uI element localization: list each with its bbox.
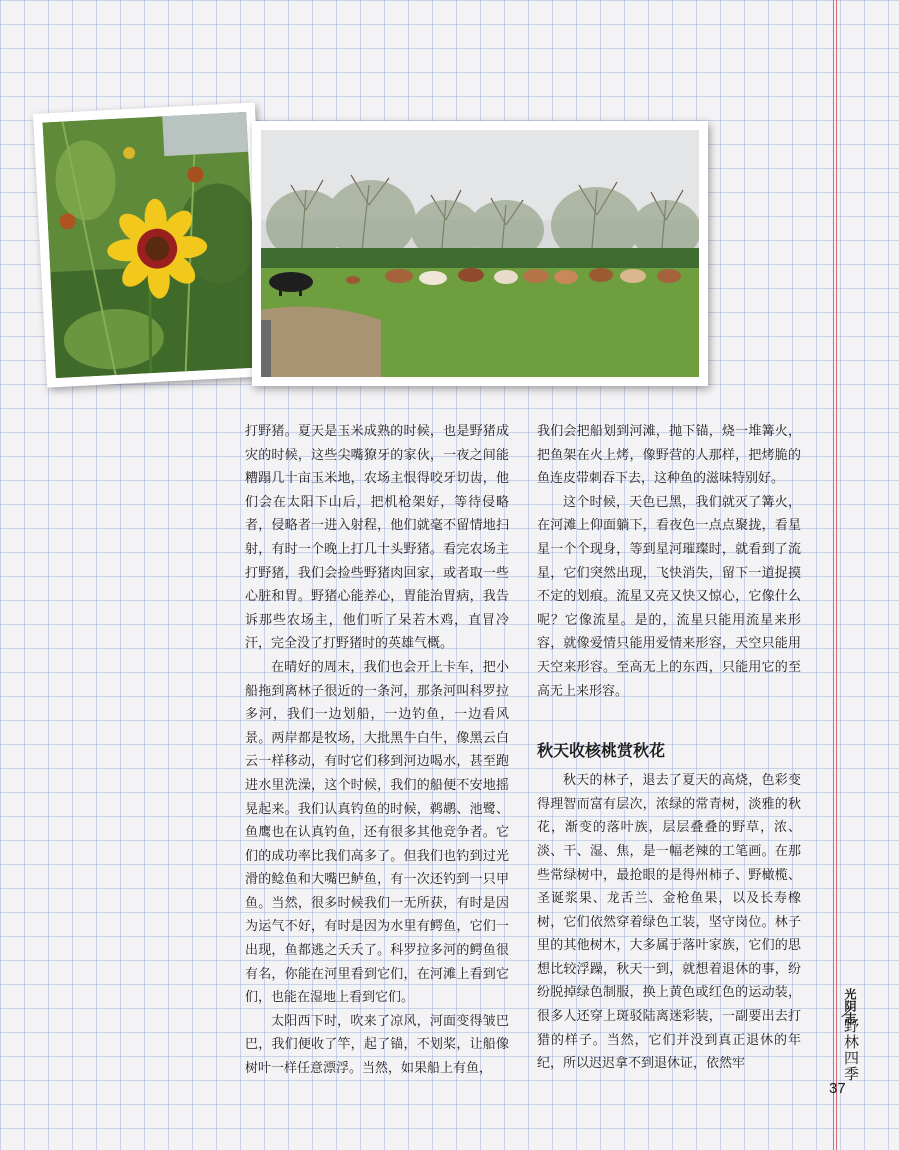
running-title: 野林四季: [842, 1018, 860, 1082]
paragraph: 我们会把船划到河滩，抛下锚，烧一堆篝火，把鱼架在火上烤，像野营的人那样，把烤脆的鱼连皮带刺吞下去，这种鱼的滋味特别好。: [537, 424, 801, 487]
cattle-pasture-photo: [252, 121, 708, 386]
paragraph: 打野猪。夏天是玉米成熟的时候，也是野猪成灾的时候，这些尖嘴獠牙的家伙，一夜之间能糟蹋几十亩玉米地，农场主恨得咬牙切齿，他们会在太阳下山后，把机枪架好，等待侵略者，侵略者一进入射程，他们就毫不留情地扫射，有时一个晚上打几十头野猪。看完农场主打野猪，我们会捡些野猪肉回家，或者取一些心脏和胃。野猪心能养心，胃能治胃病，我告诉那些农场主，他们听了呆若木鸡，直冒冷汗，完全没了打野猪时的英雄气概。: [245, 424, 509, 652]
article-column-left: [245, 420, 509, 1081]
paragraph: 这个时候，天色已黑，我们就灭了篝火，在河滩上仰面躺下，看夜色一点点聚拢，看星星一个个现身，等到星河璀璨时，就看到了流星，它们突然出现，飞快消失，留下一道捉摸不定的划痕。流星又亮又快又惊心，它像什么呢？它像流星。是的，流星只能用流星来形容，就像爱情只能用爱情来形容，天空只能用天空来形容。至高无上的东西，只能用它的至高无上来形容。: [537, 494, 801, 699]
section-heading: 秋天收核桃赏秋花: [537, 741, 666, 761]
page-number: 37: [829, 1080, 846, 1097]
margin-line: [836, 0, 837, 1150]
paragraph: 在晴好的周末，我们也会开上卡车，把小船拖到离林子很近的一条河，那条河叫科罗拉多河，我们一边划船，一边钓鱼，一边看风景。两岸都是牧场，大批黑牛白牛，像黑云白云一样移动，有时它们移到河边喝水，甚至跑进水里洗澡，这个时候，我们的船便不安地摇晃起来。我们认真钓鱼的时候，鹈鹕、池鹭、鱼鹰也在认真钓鱼，还有很多其他竞争者。它们的成功率比我们高多了。但我们也钓到过光滑的鲶鱼和大嘴巴鲈鱼，有一次还钓到一只甲鱼。当然，很多时候我们一无所获，有时是因为运气不好，有时是因为水里有鳄鱼，它们一出现，鱼都逃之夭夭了。科罗拉多河的鳄鱼很有名，你能在河里看到它们，在河滩上看到它们，也能在湿地上看到它们。: [245, 659, 509, 1006]
flower-photo: [33, 102, 269, 387]
paragraph: 秋天的林子，退去了夏天的高烧，色彩变得理智而富有层次，浓绿的常青树，淡雅的秋花，渐变的落叶族，层层叠叠的野草，浓、淡、干、湿、焦，是一幅老辣的工笔画。在那些常绿树中，最抢眼的是得州柿子、野橄榄、圣诞浆果、龙舌兰、金枪鱼果，以及长寿橡树，它们依然穿着绿色工装，坚守岗位。林子里的其他树木，大多属于落叶家族，它们的思想比较浮躁，秋天一到，就想着退休的事，纷纷脱掉绿色制服，换上黄色或红色的运动装，很多人还穿上斑驳陆离迷彩装，一副要出去打猎的样子。当然，它们并没到真正退休的年纪，所以迟迟拿不到退休证，依然牢: [537, 773, 801, 1072]
paragraph: 太阳西下时，吹来了凉风，河面变得皱巴巴，我们便收了竿，起了锚，不划桨，让船像树叶一样任意漂浮。当然，如果船上有鱼，: [245, 1013, 509, 1077]
article-column-right: [537, 420, 801, 1076]
column-tag: 光阴志: [843, 988, 857, 1024]
margin-line: [833, 0, 834, 1150]
